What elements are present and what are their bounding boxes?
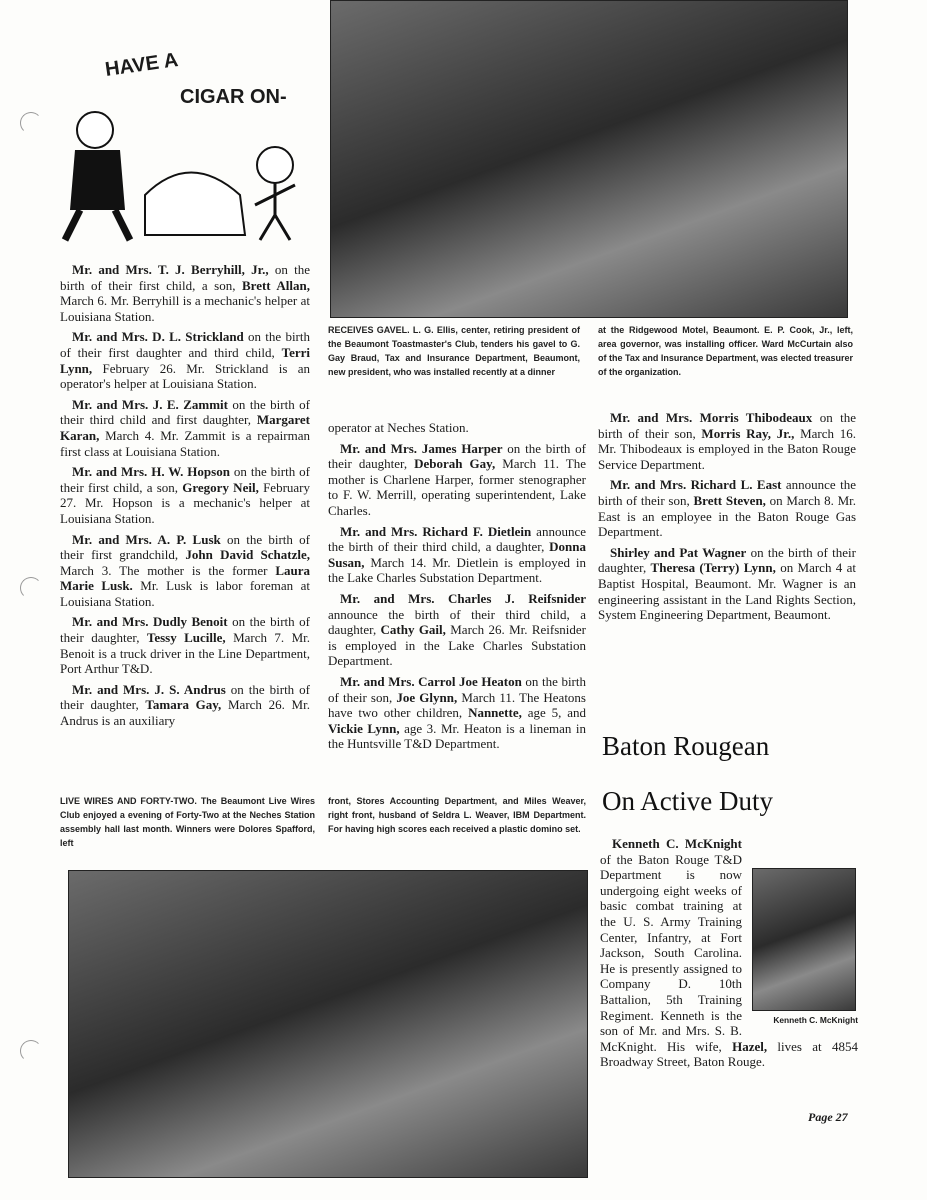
binder-hole xyxy=(20,577,42,599)
announcement-paragraph xyxy=(60,397,310,459)
livewires-photo xyxy=(68,870,588,1178)
announcement-paragraph xyxy=(598,477,856,539)
bold-name: Hazel, xyxy=(732,1038,768,1054)
article-body xyxy=(600,836,858,1075)
paragraph-text: on March 4 at Baptist Hospital, Beaumont. Mr. Wagner is an engineering assistant in the Land Rights Section, System Engineering Department, Beaumont. xyxy=(598,560,856,623)
paragraph-text: lives at 4854 Broadway Street, Baton Rouge. xyxy=(600,1038,858,1070)
paragraph-text: announce the birth of their third child, a daughter, xyxy=(328,606,586,638)
bold-name: Mr. and Mrs. J. S. Andrus xyxy=(72,681,226,697)
bold-name: Mr. and Mrs. T. J. Berryhill, Jr., xyxy=(72,262,269,277)
paragraph-text: on the birth of their first grandchild, xyxy=(60,531,310,563)
paragraph-text: March 6. Mr. Berryhill is a mechanic's helper at Louisiana Station. xyxy=(60,293,310,324)
photo-float xyxy=(748,868,858,1026)
bold-name: Tamara Gay, xyxy=(145,697,222,713)
bold-name: Laura Marie Lusk. xyxy=(60,562,310,594)
announcement-paragraph xyxy=(328,524,586,586)
paragraph-text: on the birth of their first child, a son, xyxy=(60,262,311,293)
paragraph-text: on the birth of their daughter, xyxy=(598,544,856,576)
announcement-paragraph xyxy=(60,614,310,676)
bold-name: Deborah Gay, xyxy=(414,456,496,472)
gavel-caption-left: RECEIVES GAVEL. L. G. Ellis, center, retiring president of the Beaumont Toastmaster's Club, tenders his gavel to G. Gay Braud, Tax and Insurance Department, Beaumont, new president, who was installed recently at a dinner xyxy=(328,325,580,377)
paragraph-text: on the birth of their third child and first daughter, xyxy=(60,396,310,428)
cartoon-drawing-icon xyxy=(50,50,312,250)
bold-name: Kenneth C. McKnight xyxy=(612,836,742,851)
bold-name: Gregory Neil, xyxy=(182,479,259,495)
bold-name: Mr. and Mrs. Dudly Benoit xyxy=(72,614,228,630)
paragraph-text: March 26. Mr. Reifsnider is employed in the Lake Charles Substation Department. xyxy=(328,622,586,669)
livewires-caption-left: LIVE WIRES AND FORTY-TWO. The Beaumont Live Wires Club enjoyed a evening of Forty-Two at the Neches Station assembly hall last month. Winners were Dolores Spafford, left xyxy=(60,796,315,848)
bold-name: Tessy Lucille, xyxy=(146,630,226,646)
paragraph-text: age 3. Mr. Heaton is a lineman in the Huntsville T&D Department. xyxy=(328,720,586,752)
announcement-paragraph xyxy=(328,420,586,436)
paragraph-text: March 7. Mr. Benoit is a truck driver in the Line Department, Port Arthur T&D. xyxy=(60,630,310,677)
bold-name: Mr. and Mrs. H. W. Hopson xyxy=(72,464,230,480)
paragraph-text: March 14. Mr. Dietlein is employed in the Lake Charles Substation Department. xyxy=(328,554,586,586)
bold-name: Theresa (Terry) Lynn, xyxy=(650,560,776,576)
announcement-paragraph xyxy=(598,410,856,472)
cartoon-illustration xyxy=(50,50,312,250)
middle-column-announcements xyxy=(328,420,586,757)
paragraph-text: of the Baton Rouge T&D Department is now undergoing eight weeks of basic combat training at the U. S. Army Training Center, Infantry, at Fort Jackson, South Carolina. He is presently assigned to Company D. 10th Battalion, 5th Training Regiment. Kenneth is the son of Mr. and Mrs. S. B. McKnight. His wife, xyxy=(600,851,742,1054)
bold-name: Cathy Gail, xyxy=(380,622,446,638)
bold-name: Mr. and Mrs. D. L. Strickland xyxy=(72,329,244,345)
bold-name: Mr. and Mrs. Carrol Joe Heaton xyxy=(340,673,522,689)
announcement-paragraph xyxy=(60,262,310,324)
paragraph-text: on the birth of their first child, a son, xyxy=(60,464,310,495)
paragraph-text: on the birth of their son, xyxy=(328,673,587,705)
bold-name: Terri Lynn, xyxy=(60,344,310,376)
bold-name: Vickie Lynn, xyxy=(328,720,400,736)
paragraph-text: March 4. Mr. Zammit is a repairman first class at Louisiana Station. xyxy=(60,427,310,459)
announcement-paragraph xyxy=(60,532,310,610)
announcement-paragraph xyxy=(60,464,310,526)
left-column-announcements xyxy=(60,262,310,734)
paragraph-text: February 27. Mr. Hopson is a mechanic's helper at Louisiana Station. xyxy=(60,479,310,526)
paragraph-text: age 5, and xyxy=(521,705,587,721)
bold-name: Mr. and Mrs. James Harper xyxy=(340,440,503,456)
paragraph-text: on the birth of their first daughter and third child, xyxy=(60,329,310,360)
right-column-announcements xyxy=(598,410,856,628)
paragraph-text: March 26. Mr. Andrus is an auxiliary xyxy=(60,697,310,729)
livewires-caption-right: front, Stores Accounting Department, and Miles Weaver, right front, husband of Seldra L. Weaver, IBM Department. For having high scores each received a plastic domino set. xyxy=(328,796,586,834)
announcement-paragraph xyxy=(60,329,310,391)
announcement-paragraph xyxy=(328,441,586,519)
mcknight-photo-caption: Kenneth C. McKnight xyxy=(773,1015,858,1025)
bold-name: Mr. and Mrs. Charles J. Reifsnider xyxy=(340,590,586,606)
bold-name: Mr. and Mrs. A. P. Lusk xyxy=(72,531,221,547)
paragraph-text: March 11. The Heatons have two other children, xyxy=(328,689,586,721)
paragraph-text: on the birth of their daughter, xyxy=(328,440,587,472)
bold-name: Mr. and Mrs. Morris Thibodeaux xyxy=(610,410,813,425)
paragraph-text: March 3. The mother is the former xyxy=(60,562,276,578)
bold-name: Margaret Karan, xyxy=(60,412,310,443)
cartoon-title-line1: HAVE A xyxy=(103,49,180,82)
bold-name: Mr. and Mrs. Richard L. East xyxy=(610,477,782,493)
bold-name: Brett Allan, xyxy=(241,277,310,293)
paragraph-text: announce the birth of their third child, a daughter, xyxy=(328,523,586,555)
paragraph-text: on the birth of their daughter, xyxy=(60,681,311,713)
paragraph-text: March 11. The mother is Charlene Harper, former stenographer to F. W. Merrill, operating superintendent, Lake Charles. xyxy=(328,456,586,518)
paragraph-text: February 26. Mr. Strickland is an operator's helper at Louisiana Station. xyxy=(60,360,310,392)
bold-name: Donna Susan, xyxy=(328,539,586,570)
bold-name: Joe Glynn, xyxy=(396,689,458,705)
announcement-paragraph xyxy=(60,682,310,729)
binder-hole xyxy=(20,112,42,134)
paragraph-text: Mr. Lusk is labor foreman at Louisiana Station. xyxy=(60,578,310,609)
announcement-paragraph xyxy=(598,545,856,623)
article-headline-line1: Baton Rougean xyxy=(602,731,770,761)
bold-name: Brett Steven, xyxy=(693,492,766,508)
paragraph-text: March 16. Mr. Thibodeaux is employed in the Baton Rouge Service Department. xyxy=(598,425,856,472)
bold-name: Mr. and Mrs. Richard F. Dietlein xyxy=(340,523,532,539)
gavel-photo xyxy=(330,0,848,318)
bold-name: John David Schatzle, xyxy=(185,547,311,563)
paragraph-text: on the birth of their son, xyxy=(598,410,856,441)
cartoon-title-line2: CIGAR ON- xyxy=(180,86,287,108)
bold-name: Mr. and Mrs. J. E. Zammit xyxy=(72,396,228,412)
mcknight-photo xyxy=(752,868,856,1011)
announcement-paragraph xyxy=(328,674,586,752)
binder-hole xyxy=(20,1040,42,1062)
bold-name: Shirley and Pat Wagner xyxy=(610,544,747,560)
page-number: Page 27 xyxy=(808,1110,848,1124)
gavel-caption-right: at the Ridgewood Motel, Beaumont. E. P. Cook, Jr., left, area governor, was installing officer. Ward McCurtain also of the Tax and Insurance Department, was elected treasurer of the organization. xyxy=(598,325,853,377)
paragraph-text: on the birth of their daughter, xyxy=(60,614,310,646)
announcement-paragraph xyxy=(328,591,586,669)
bold-name: Morris Ray, Jr., xyxy=(701,425,795,441)
bold-name: Nannette, xyxy=(468,705,522,721)
paragraph-text: operator at Neches Station. xyxy=(328,420,469,435)
article-headline-line2: On Active Duty xyxy=(602,786,773,816)
paragraph-text: on March 8. Mr. East is an employee in the Baton Rouge Gas Department. xyxy=(598,492,856,540)
paragraph-text: announce the birth of their son, xyxy=(598,477,856,508)
